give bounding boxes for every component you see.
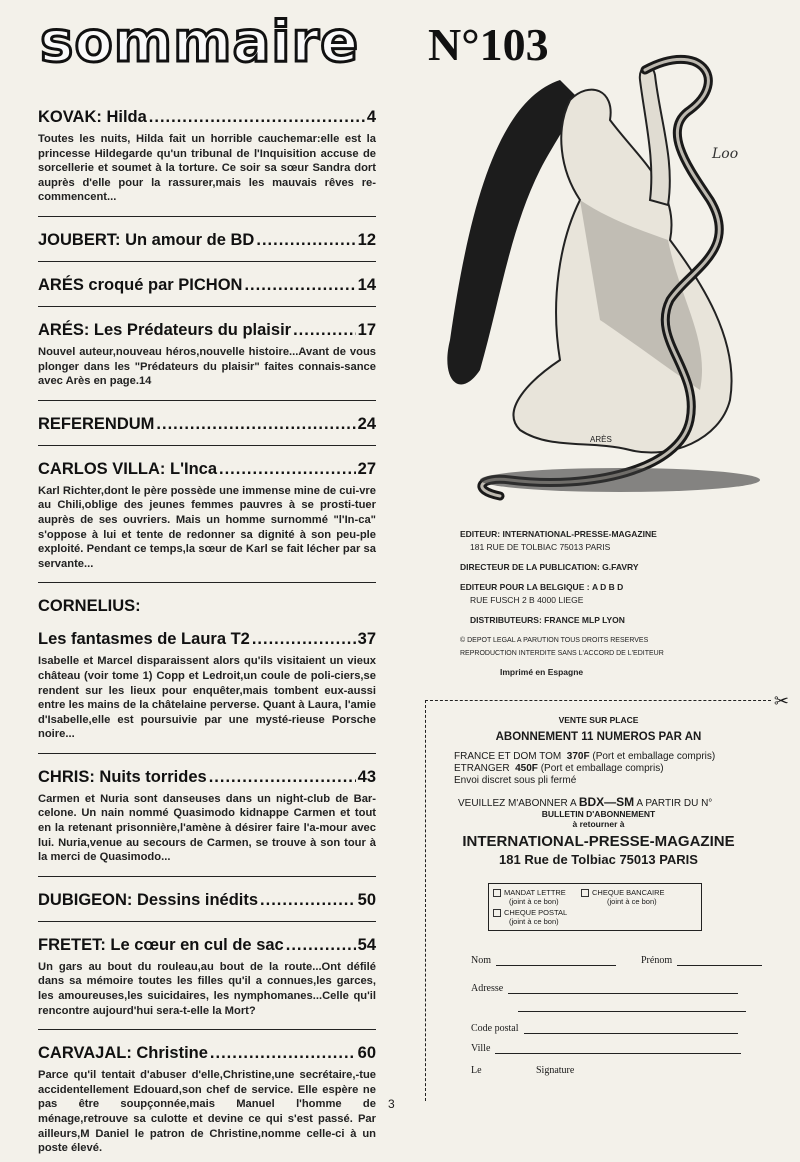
entry-title: REFERENDUM bbox=[38, 414, 155, 433]
divider bbox=[38, 1029, 376, 1030]
entry-title: CARLOS VILLA: L'Inca bbox=[38, 459, 218, 478]
dot-leader bbox=[293, 321, 356, 340]
entry-title: CHRIS: Nuits torrides bbox=[38, 767, 207, 786]
divider bbox=[38, 261, 376, 262]
entry-title: JOUBERT: Un amour de BD bbox=[38, 230, 255, 249]
adresse-field[interactable]: Adresse bbox=[471, 983, 738, 994]
distrib-label: DISTRIBUTEURS: bbox=[470, 615, 542, 625]
dot-leader bbox=[256, 231, 355, 250]
illustration-signature: ARÈS bbox=[590, 435, 612, 444]
dot-leader bbox=[244, 276, 355, 295]
checkbox-icon bbox=[581, 889, 589, 897]
belgique-name: A D B D bbox=[591, 582, 624, 592]
toc-entry bbox=[38, 108, 376, 205]
entry-description: Carmen et Nuria sont danseuses dans un night-club de Bar-celone. Un nain nommé Quasimodo kidnappe Carmen et tout en la retenant prisonnière,l'amène à désirer faire l'a-mour avec lui. Nuria,venue au secours de Carmen, se trouve à son tour à la merci de Quasimodo... bbox=[38, 792, 376, 864]
divider bbox=[38, 753, 376, 754]
nom-field[interactable]: Nom bbox=[471, 955, 616, 966]
toc-entry bbox=[38, 231, 376, 250]
dot-leader bbox=[219, 460, 356, 479]
entry-page: 17 bbox=[357, 320, 376, 339]
toc-entry bbox=[38, 936, 376, 1018]
entry-title: ARÉS croqué par PICHON bbox=[38, 275, 243, 294]
page-number: 3 bbox=[388, 1097, 395, 1111]
abonnement-heading: ABONNEMENT 11 NUMEROS PAR AN bbox=[495, 731, 702, 743]
entry-page: 54 bbox=[357, 935, 376, 954]
entry-title: DUBIGEON: Dessins inédits bbox=[38, 890, 259, 909]
publisher-name: INTERNATIONAL-PRESSE-MAGAZINE bbox=[462, 833, 735, 850]
margin-handwriting: Loo bbox=[712, 146, 739, 162]
dot-leader bbox=[210, 1044, 356, 1063]
dot-leader bbox=[149, 108, 365, 127]
divider bbox=[38, 921, 376, 922]
toc-entry bbox=[38, 768, 376, 865]
entry-page: 4 bbox=[366, 108, 376, 126]
entry-page: 27 bbox=[357, 459, 376, 478]
toc-entry bbox=[38, 597, 376, 742]
entry-page: 12 bbox=[357, 230, 376, 249]
editeur-label: EDITEUR: bbox=[460, 529, 501, 539]
toc-entry bbox=[38, 1044, 376, 1156]
colophon bbox=[460, 528, 760, 679]
cover-illustration bbox=[440, 40, 770, 510]
toc-entry bbox=[38, 321, 376, 389]
belgique-address: RUE FUSCH 2 B 4000 LIEGE bbox=[470, 595, 584, 605]
dot-leader bbox=[286, 936, 356, 955]
entry-title: CARVAJAL: Christine bbox=[38, 1044, 208, 1063]
divider bbox=[38, 445, 376, 446]
divider bbox=[38, 216, 376, 217]
entry-description: Toutes les nuits, Hilda fait un horrible cauchemar:elle est la princesse Hildegarde qu'un tribunal de l'Inquisition accuse de sorcellerie et soumet à la torture. Ce soir sa sœur Sandra dort auprès d'elle pour la rassurer,mais les mauvais rêves re-commencent... bbox=[38, 133, 376, 204]
vente-sur-place: VENTE SUR PLACE bbox=[558, 715, 639, 725]
dot-leader bbox=[156, 415, 355, 434]
payment-options bbox=[488, 883, 702, 931]
toc-entry bbox=[38, 415, 376, 434]
entry-page: 60 bbox=[357, 1044, 376, 1063]
entry-description: Nouvel auteur,nouveau héros,nouvelle histoire...Avant de vous plonger dans les "Prédateurs du plaisir" faites connais-sance avec Arès en page.14 bbox=[38, 345, 376, 388]
scissors-icon: ✂ bbox=[773, 691, 789, 711]
table-of-contents bbox=[38, 108, 376, 1162]
bulletin-heading: BULLETIN D'ABONNEMENT bbox=[541, 809, 656, 819]
issue-number: N°103 bbox=[428, 19, 549, 70]
depot-legal: © DEPOT LEGAL A PARUTION TOUS DROITS RESERVES bbox=[460, 637, 649, 644]
entry-title: CORNELIUS: bbox=[38, 597, 141, 616]
toc-entry bbox=[38, 276, 376, 295]
signature-field[interactable]: Signature bbox=[536, 1065, 575, 1076]
dot-leader bbox=[260, 891, 356, 910]
subscription-form bbox=[425, 691, 789, 1101]
entry-subtitle: Les fantasmes de Laura T2 bbox=[38, 630, 250, 649]
entry-page: 37 bbox=[357, 630, 376, 649]
entry-description: Parce qu'il tentait d'abuser d'elle,Christine,une secrétaire,-tue accidentellement Edouard,son chef de service. Elle espère ne pas être soupçonnée,mais Manuel l'homme de ménage,retrouve sa culotte et devine ce qui s'est passé. Par ailleurs,M Daniel le patron de Christine,nomme celle-ci à un poste élevé. bbox=[38, 1069, 376, 1155]
entry-page: 24 bbox=[357, 414, 376, 433]
publisher-address: 181 Rue de Tolbiac 75013 PARIS bbox=[499, 852, 698, 867]
divider bbox=[38, 400, 376, 401]
envoi-discret: Envoi discret sous pli fermé bbox=[454, 775, 577, 786]
subscribe-line: VEUILLEZ M'ABONNER A BDX—SM A PARTIR DU N° bbox=[458, 795, 713, 809]
payment-option-mandat[interactable]: MANDAT LETTRE (joint à ce bon) bbox=[493, 888, 566, 906]
divider bbox=[38, 306, 376, 307]
payment-option-cheque-bancaire[interactable]: CHEQUE BANCAIRE (joint à ce bon) bbox=[581, 888, 665, 906]
toc-entry bbox=[38, 891, 376, 910]
distrib-name: FRANCE MLP LYON bbox=[544, 615, 625, 625]
entry-description: Isabelle et Marcel disparaissent alors qu'ils visitaient un vieux château (voir tome 1) Copp et Ledroit,un coule de poli-ciers,se rendent sur les lieux pour enquêter,mais tombent eux-aussi entre les mains de la châtelaine perverse. Quant à Laura, l'amie d'Isabelle,elle est poursuivie par une mysté-rieuse Porsche noire... bbox=[38, 655, 376, 741]
entry-description: Un gars au bout du rouleau,au bout de la route...Ont défilé dans sa mémoire toutes les filles qu'il a connues,les garces, les amoureuses,les suicidaires, les nymphomanes...Celle qu'il rencontre aujourd'hui sera-t-elle la Mort? bbox=[38, 960, 376, 1017]
date-field[interactable]: Le bbox=[471, 1065, 482, 1076]
entry-title: ARÉS: Les Prédateurs du plaisir bbox=[38, 320, 292, 339]
dot-leader bbox=[252, 630, 356, 649]
toc-entry bbox=[38, 460, 376, 572]
entry-page: 14 bbox=[357, 275, 376, 294]
magazine-title: sommaire bbox=[40, 10, 360, 75]
adresse-field-line2[interactable] bbox=[518, 1001, 746, 1012]
payment-option-cheque-postal[interactable]: CHEQUE POSTAL (joint à ce bon) bbox=[493, 908, 567, 926]
entry-title: KOVAK: Hilda bbox=[38, 108, 147, 126]
dot-leader bbox=[209, 768, 356, 787]
reproduction-notice: REPRODUCTION INTERDITE SANS L'ACCORD DE L'EDITEUR bbox=[460, 650, 664, 657]
directeur-label: DIRECTEUR DE LA PUBLICATION: bbox=[460, 562, 600, 572]
printed-in: Imprimé en Espagne bbox=[500, 667, 584, 677]
price-etranger: ETRANGER 450F (Port et emballage compris) bbox=[454, 763, 664, 774]
entry-description: Karl Richter,dont le père possède une immense mine de cui-vre au Chili,oblige des jeunes femmes pauvres à se prosti-tuer auprès de ses ouvriers. Mais un homme surnommé "l'In-ca" s'oppose à lui et tente de redonner sa dignité à son peu-ple exploité. Pendant ce temps,la sœur de Karl se fait lécher par sa servante... bbox=[38, 484, 376, 570]
ville-field[interactable]: Ville bbox=[471, 1043, 741, 1054]
price-france: FRANCE ET DOM TOM 370F (Port et emballage compris) bbox=[454, 751, 716, 762]
prenom-field[interactable]: Prénom bbox=[641, 955, 762, 966]
entry-page: 43 bbox=[357, 767, 376, 786]
directeur-name: G.FAVRY bbox=[602, 562, 639, 572]
editeur-address: 181 RUE DE TOLBIAC 75013 PARIS bbox=[470, 542, 611, 552]
divider bbox=[38, 876, 376, 877]
entry-page: 50 bbox=[357, 890, 376, 909]
retourner-a: à retourner à bbox=[572, 819, 625, 829]
editeur-name: INTERNATIONAL-PRESSE-MAGAZINE bbox=[502, 529, 657, 539]
checkbox-icon bbox=[493, 889, 501, 897]
checkbox-icon bbox=[493, 909, 501, 917]
code-postal-field[interactable]: Code postal bbox=[471, 1023, 738, 1034]
entry-title: FRETET: Le cœur en cul de sac bbox=[38, 935, 284, 954]
divider bbox=[38, 582, 376, 583]
belgique-label: EDITEUR POUR LA BELGIQUE : bbox=[460, 582, 590, 592]
